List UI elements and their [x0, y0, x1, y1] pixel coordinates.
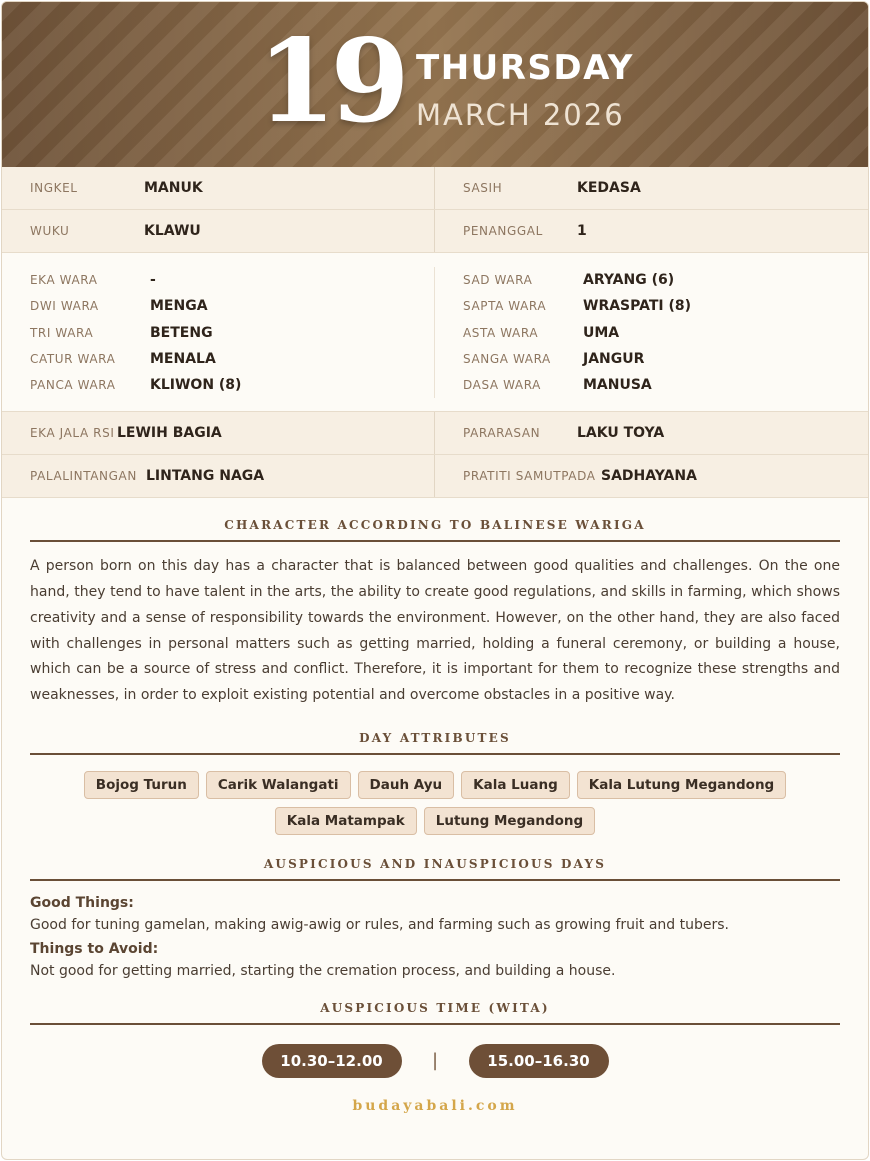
info-label: PENANGGAL: [463, 224, 543, 238]
time-slot-pill: 10.30–12.00: [262, 1044, 402, 1078]
info-value: SADHAYANA: [601, 468, 697, 485]
info-cell-penanggal: [435, 210, 868, 252]
info-label: SASIH: [463, 181, 503, 195]
wara-value: WRASPATI (8): [583, 298, 692, 315]
info-cell-palalintangan: [2, 455, 435, 497]
wara-row: [2, 320, 434, 346]
wara-label: SANGA WARA: [463, 352, 551, 367]
attribute-tag: Dauh Ayu: [358, 771, 455, 799]
info-label: PARARASAN: [463, 426, 541, 441]
info-value: 1: [577, 223, 587, 239]
wara-row: [2, 267, 434, 293]
auspicious-section-title: AUSPICIOUS AND INAUSPICIOUS DAYS: [30, 857, 840, 881]
info-row-1: [2, 167, 868, 210]
time-section-title: AUSPICIOUS TIME (WITA): [30, 1001, 840, 1025]
wara-row: [2, 346, 434, 372]
info-cell-pratiti-samutpada: [435, 455, 868, 497]
day-number: 19: [257, 14, 404, 148]
wara-label: PANCA WARA: [30, 378, 116, 393]
attribute-tag: Kala Matampak: [275, 807, 417, 835]
time-slots: [2, 1044, 868, 1078]
wara-label: DASA WARA: [463, 378, 541, 393]
character-section-title: CHARACTER ACCORDING TO BALINESE WARIGA: [30, 518, 840, 542]
wara-row: [2, 293, 434, 319]
wara-value: JANGUR: [583, 351, 645, 368]
attribute-tag: Carik Walangati: [206, 771, 351, 799]
wara-label: SAD WARA: [463, 273, 533, 288]
avoid-heading: Things to Avoid:: [30, 940, 159, 957]
attribute-tag: Lutung Megandong: [424, 807, 595, 835]
wara-value: ARYANG (6): [583, 272, 675, 289]
site-footer: budayabali.com: [352, 1097, 518, 1114]
wara-row: [2, 372, 434, 398]
info-value: LINTANG NAGA: [146, 468, 265, 485]
info-row-2: [2, 210, 868, 253]
info-value: KEDASA: [577, 180, 641, 196]
info-value: MANUK: [144, 180, 203, 196]
good-things-text: Good for tuning gamelan, making awig-awig or rules, and farming such as growing fruit and tubers.: [30, 916, 729, 933]
info-label: EKA JALA RSI: [30, 426, 115, 441]
info-value: LAKU TOYA: [577, 425, 665, 442]
wara-value: MENALA: [150, 351, 216, 368]
info-cell-pararasan: [435, 412, 868, 454]
wara-label: ASTA WARA: [463, 325, 539, 340]
wara-row: [435, 372, 868, 398]
info-cell-ingkel: [2, 167, 435, 209]
info-cell-wuku: [2, 210, 435, 252]
time-slot-pill: 15.00–16.30: [469, 1044, 609, 1078]
avoid-text: Not good for getting married, starting the cremation process, and building a house.: [30, 962, 616, 979]
attributes-section-title: DAY ATTRIBUTES: [30, 731, 840, 755]
wara-value: KLIWON (8): [150, 377, 242, 394]
info-value: KLAWU: [144, 223, 201, 239]
good-things-heading: Good Things:: [30, 894, 134, 911]
info-label: PALALINTANGAN: [30, 469, 137, 484]
info-cell-eka-jala-rsi: [2, 412, 435, 454]
month-year-label: MARCH 2026: [416, 98, 625, 132]
info-label: WUKU: [30, 224, 70, 238]
wara-row: [435, 293, 868, 319]
calendar-card: [1, 1, 869, 1160]
attribute-tag: Bojog Turun: [84, 771, 199, 799]
attribute-tag: Kala Luang: [461, 771, 570, 799]
wara-value: BETENG: [150, 324, 213, 341]
info-row-4: [2, 455, 868, 498]
wara-value: -: [150, 272, 156, 289]
attribute-tag-list: [46, 771, 824, 835]
date-header: [2, 2, 868, 167]
wara-table: [2, 253, 868, 412]
wara-row: [435, 320, 868, 346]
wara-value: UMA: [583, 324, 620, 341]
info-value: LEWIH BAGIA: [117, 425, 222, 442]
character-description: A person born on this day has a character that is balanced between good qualities and challenges. On the one hand, they tend to have talent in the arts, the ability to create good regulations, and skills in farming, which shows creativity and a sense of responsibility towards the environment. However, on the other hand, they are also faced with challenges in personal matters such as getting married, holding a funeral ceremony, or building a house, which can be a source of stress and conflict. Therefore, it is important for them to recognize these strengths and weaknesses, in order to exploit existing potential and overcome obstacles in a positive way.: [30, 558, 840, 703]
info-cell-sasih: [435, 167, 868, 209]
info-row-3: [2, 412, 868, 455]
wara-value: MANUSA: [583, 377, 652, 394]
wara-label: DWI WARA: [30, 299, 99, 314]
wara-row: [435, 346, 868, 372]
wara-value: MENGA: [150, 298, 208, 315]
wara-row: [435, 267, 868, 293]
wara-label: EKA WARA: [30, 273, 98, 288]
wara-label: SAPTA WARA: [463, 299, 547, 314]
info-label: PRATITI SAMUTPADA: [463, 469, 596, 484]
wara-column-left: [2, 267, 435, 398]
info-label: INGKEL: [30, 181, 78, 195]
attribute-tag: Kala Lutung Megandong: [577, 771, 786, 799]
time-separator: |: [431, 1050, 439, 1072]
wara-column-right: [435, 267, 868, 398]
wara-label: TRI WARA: [30, 325, 94, 340]
wara-label: CATUR WARA: [30, 352, 116, 367]
weekday-label: THURSDAY: [416, 48, 634, 88]
